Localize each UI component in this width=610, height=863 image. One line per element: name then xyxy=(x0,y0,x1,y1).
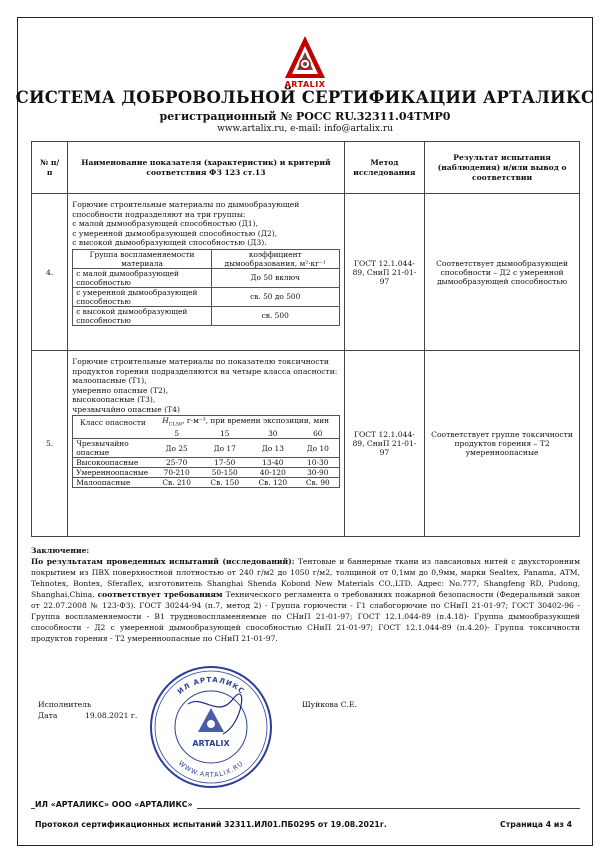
conclusion xyxy=(31,545,580,644)
conclusion-lead: По результатам проведенных испытаний (исследований): xyxy=(31,557,295,566)
svg-text:ИЛ АРТАЛИКС xyxy=(176,676,246,696)
inner-cell: 30-90 xyxy=(297,468,339,478)
stamp-bottom-text: WWW.ARTALIX.RU xyxy=(176,759,246,780)
inner-header-cell: коэффициент дымообразования, м²·кг⁻¹ xyxy=(211,249,339,268)
stamp-seal xyxy=(148,664,274,790)
inner-cell: Чрезвычайно опасные xyxy=(73,439,153,458)
table-row xyxy=(32,194,580,351)
inner-header-cell: Класс опасности xyxy=(73,416,153,430)
time-cell: 15 xyxy=(201,429,249,439)
inner-cell: Высокоопасные xyxy=(73,458,153,468)
time-cell: 60 xyxy=(297,429,339,439)
footer-protocol: Протокол сертификационных испытаний 32311.ИЛ01.ПБ0295 от 19.08.2021г. xyxy=(35,820,387,829)
contacts: www.artalix.ru, e-mail: info@artalix.ru xyxy=(217,124,393,134)
inner-cell: 25-70 xyxy=(153,458,201,468)
conclusion-heading: Заключение: xyxy=(31,546,90,555)
inner-cell: 13-40 xyxy=(249,458,297,468)
hcl-label: , г·м⁻³, при времени экспозиции, мин xyxy=(182,416,330,425)
conclusion-body-1: Тентовые и баннерные ткани из лавсановых нитей с двухсторонним покрытием из ПВХ поверхностной плотностью от 240 г/м2 до 1050 г/м2, толщиной от 0,1мм до 0,9мм, марки Sealtex, Panama, ATM, Tehnotex, Bontex, Sferaflex, изготовитель Shanghai Shenda Kobond New Materials CO.,LTD. Адрес: No.777, Shangfeng RD, Pudong, Shanghai,China, xyxy=(31,557,580,599)
conclusion-text xyxy=(31,556,580,644)
svg-text:WWW.ARTALIX.RU xyxy=(177,759,245,779)
stamp-brand: ARTALIX xyxy=(192,739,230,748)
inner-cell: Малоопасные xyxy=(73,478,153,488)
hcl-symbol: H xyxy=(162,416,169,425)
inner-cell: До 50 включ xyxy=(211,268,339,287)
registration-number: регистрационный № РОСС RU.32311.04ТМР0 xyxy=(159,110,451,123)
table-header-row xyxy=(32,142,580,194)
inner-cell: До 10 xyxy=(297,439,339,458)
footer-org: ИЛ «АРТАЛИКС» ООО «АРТАЛИКС» xyxy=(35,800,197,809)
header-method: Метод исследования xyxy=(344,142,424,194)
inner-cell: Св. 150 xyxy=(201,478,249,488)
row-result: Соответствует дымообразующей способности – Д2 с умеренной дымообразующей способностью xyxy=(425,194,580,351)
inner-cell: 40-120 xyxy=(249,468,297,478)
row-num: 5. xyxy=(32,351,68,537)
smoke-groups-table xyxy=(72,249,340,326)
footer-page: Страница 4 из 4 xyxy=(500,820,572,829)
inner-header-cell xyxy=(153,416,340,430)
results-table xyxy=(31,141,580,537)
inner-cell: с умеренной дымообразующей способностью xyxy=(73,287,212,306)
date-label: Дата xyxy=(38,711,58,720)
inner-cell: Св. 210 xyxy=(153,478,201,488)
inner-cell: Св. 120 xyxy=(249,478,297,488)
row-desc-cell xyxy=(68,194,345,351)
inner-cell: св. 50 до 500 xyxy=(211,287,339,306)
time-cell: 30 xyxy=(249,429,297,439)
header-name: Наименование показателя (характеристик) и критерий соответствия ФЗ 123 ст.13 xyxy=(68,142,345,194)
table-row xyxy=(32,351,580,537)
inner-cell: До 25 xyxy=(153,439,201,458)
header-result: Результат испытания (наблюдения) и/или вывод о соответствии xyxy=(425,142,580,194)
date-value: 19.08.2021 г. xyxy=(85,711,138,720)
conclusion-bold-mid: соответствует требованиям xyxy=(97,590,223,599)
conclusion-body-2: Технического регламента о требованиях пожарной безопасности (Федеральный закон от 22.07.2008 № 123-ФЗ). ГОСТ 30244-94 (п.7, метод 2) - Группа горючести - Г1 слабогорючие по СНиП 21-01-97; ГОСТ 30402-96 - Группа воспламеняемости - В1 трудновоспламеняемые по СНиП 21-01-97; ГОСТ 12.1.044-89 (п.4.18)- Группа дымообразующей способности - Д2 с умеренной дымообразующей способностью СНиП 21-01-97; ГОСТ 12.1.044-89 (п.4.20)- Группа токсичности продуктов горения - Т2 умеренноопасные по СНиП 21-01-97. xyxy=(31,590,580,643)
inner-cell: До 17 xyxy=(201,439,249,458)
row-result: Соответствует группе токсичности продуктов горения – Т2 умеренноопасные xyxy=(425,351,580,537)
row-method: ГОСТ 12.1.044-89, СниП 21-01-97 xyxy=(344,351,424,537)
inner-cell: Умеренноопасные xyxy=(73,468,153,478)
inner-cell: с высокой дымообразующей способностью xyxy=(73,306,212,325)
inner-cell: До 13 xyxy=(249,439,297,458)
inner-cell: 10-30 xyxy=(297,458,339,468)
stamp-top-text: ИЛ АРТАЛИКС xyxy=(176,675,246,696)
time-cell: 5 xyxy=(153,429,201,439)
executor-name: Шуйкова С.Е. xyxy=(302,700,357,709)
row-num: 4. xyxy=(32,194,68,351)
brand-name: ARTALIX xyxy=(284,80,326,89)
toxicity-table xyxy=(72,415,340,488)
inner-cell: св. 500 xyxy=(211,306,339,325)
inner-cell: 50-150 xyxy=(201,468,249,478)
inner-cell: 70-210 xyxy=(153,468,201,478)
inner-cell: с малой дымообразующей способностью xyxy=(73,268,212,287)
row-desc-cell xyxy=(68,351,345,537)
artalix-logo-icon xyxy=(283,34,327,82)
inner-cell xyxy=(73,429,153,439)
executor-label: Исполнитель xyxy=(38,700,92,709)
page-title: СИСТЕМА ДОБРОВОЛЬНОЙ СЕРТИФИКАЦИИ АРТАЛИКС xyxy=(15,88,595,107)
inner-header-cell: Группа воспламеняемости материала xyxy=(73,249,212,268)
row-description: Горючие строительные материалы по показателю токсичности продуктов горения подразделяются на четыре класса опасности: малоопасные (Т1), умеренно опасные (Т2), высокоопасные (Т3), чрезвычайно опасные (Т4) xyxy=(72,357,338,414)
header-num: № п/ п xyxy=(32,142,68,194)
inner-cell: 17-50 xyxy=(201,458,249,468)
inner-cell: Св. 90 xyxy=(297,478,339,488)
hcl-subscript: CL50 xyxy=(168,421,183,428)
row-description: Горючие строительные материалы по дымообразующей способности подразделяют на три группы: с малой дымообразующей способностью (Д1), с умеренной дымообразующей способностью (Д2), с высокой дымообразующей способностью (Д3). xyxy=(72,200,300,247)
row-method: ГОСТ 12.1.044-89, СниП 21-01-97 xyxy=(344,194,424,351)
